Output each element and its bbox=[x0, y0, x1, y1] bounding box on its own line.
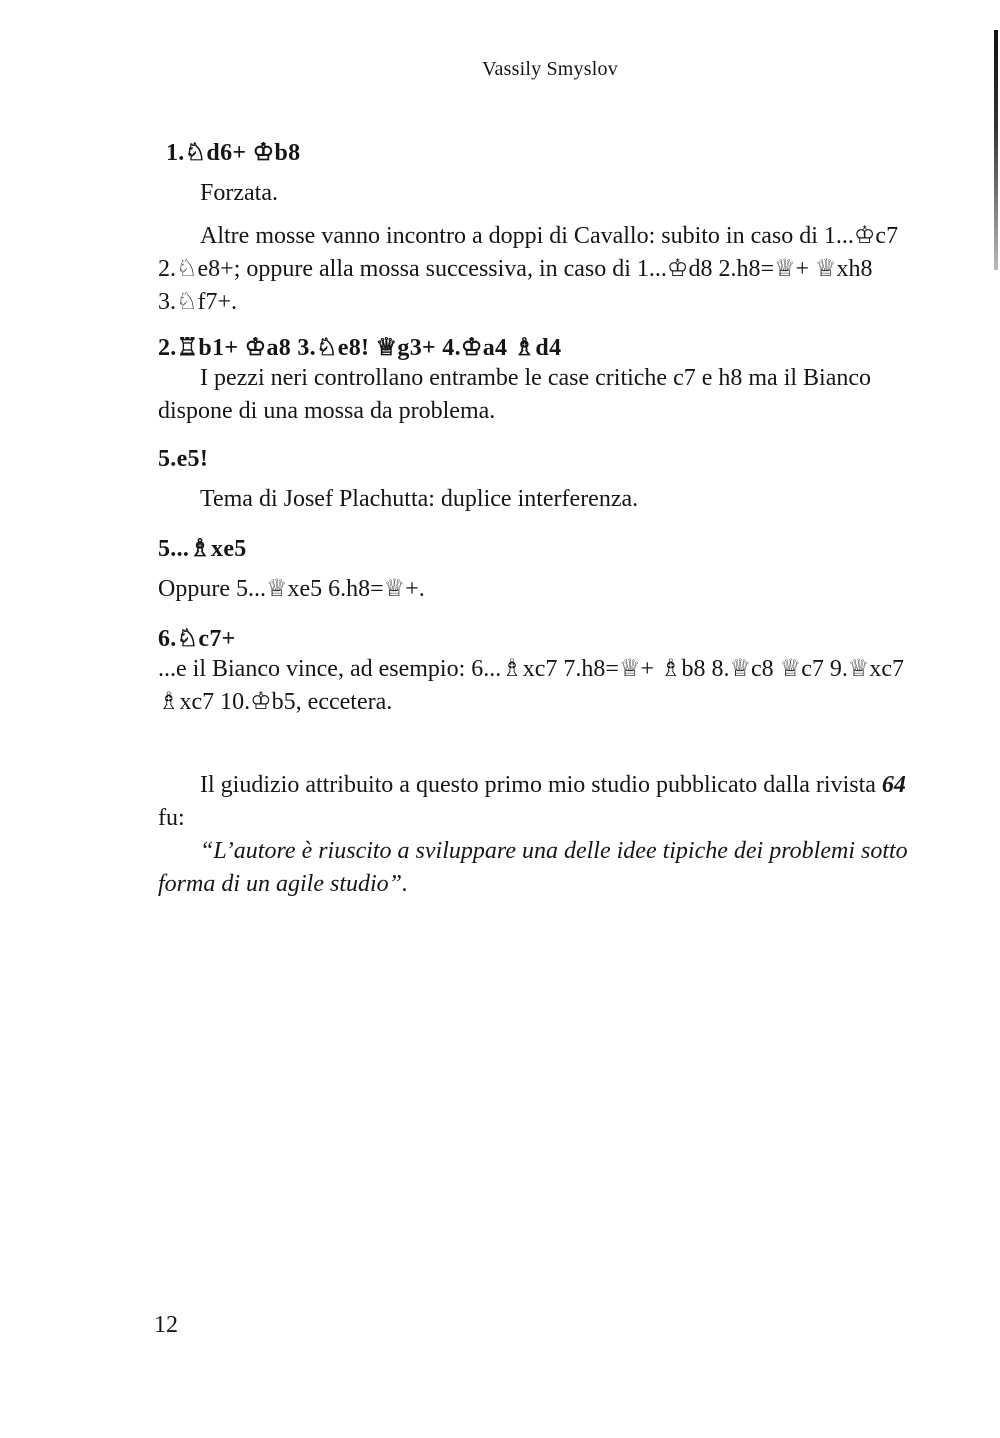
commentary-paragraph: Altre mosse vanno incontro a doppi di Cavallo: subito in caso di 1...♔c7 2.♘e8+; oppure alla mossa successiva, in caso di 1...♔d8 2.h8=♕+ ♕xh8 3.♘f7+. bbox=[158, 223, 899, 315]
running-header: Vassily Smyslov bbox=[482, 58, 618, 80]
closing-paragraph bbox=[158, 769, 933, 835]
move-line: 1.♘d6+ ♔b8 bbox=[166, 140, 301, 166]
move-line: 5...♗xe5 bbox=[158, 536, 247, 562]
closing-intro-end: fu: bbox=[158, 805, 185, 831]
commentary-paragraph: Oppure 5...♕xe5 6.h8=♕+. bbox=[158, 576, 425, 602]
page-body bbox=[158, 138, 933, 901]
closing-quote: “L’autore è riuscito a sviluppare una delle idee tipiche dei problemi sotto forma di un agile studio”. bbox=[158, 838, 908, 897]
move-line: 5.e5! bbox=[158, 446, 209, 472]
magazine-name: 64 bbox=[881, 772, 906, 798]
page-number: 12 bbox=[154, 1312, 178, 1338]
commentary-paragraph: Tema di Josef Plachutta: duplice interferenza. bbox=[200, 486, 639, 512]
commentary-paragraph: I pezzi neri controllano entrambe le case critiche c7 e h8 ma il Bianco dispone di una mossa da problema. bbox=[158, 365, 872, 424]
move-line: 6.♘c7+ bbox=[158, 626, 236, 652]
page-edge-shadow bbox=[994, 30, 998, 270]
move-line: 2.♖b1+ ♔a8 3.♘e8! ♕g3+ 4.♔a4 ♗d4 bbox=[158, 335, 562, 361]
commentary-paragraph: ...e il Bianco vince, ad esempio: 6...♗xc7 7.h8=♕+ ♗b8 8.♕c8 ♕c7 9.♕xc7 ♗xc7 10.♔b5, eccetera. bbox=[158, 656, 905, 715]
closing-intro: Il giudizio attribuito a questo primo mio studio pubblicato dalla rivista bbox=[200, 772, 882, 798]
commentary-paragraph: Forzata. bbox=[200, 180, 278, 206]
